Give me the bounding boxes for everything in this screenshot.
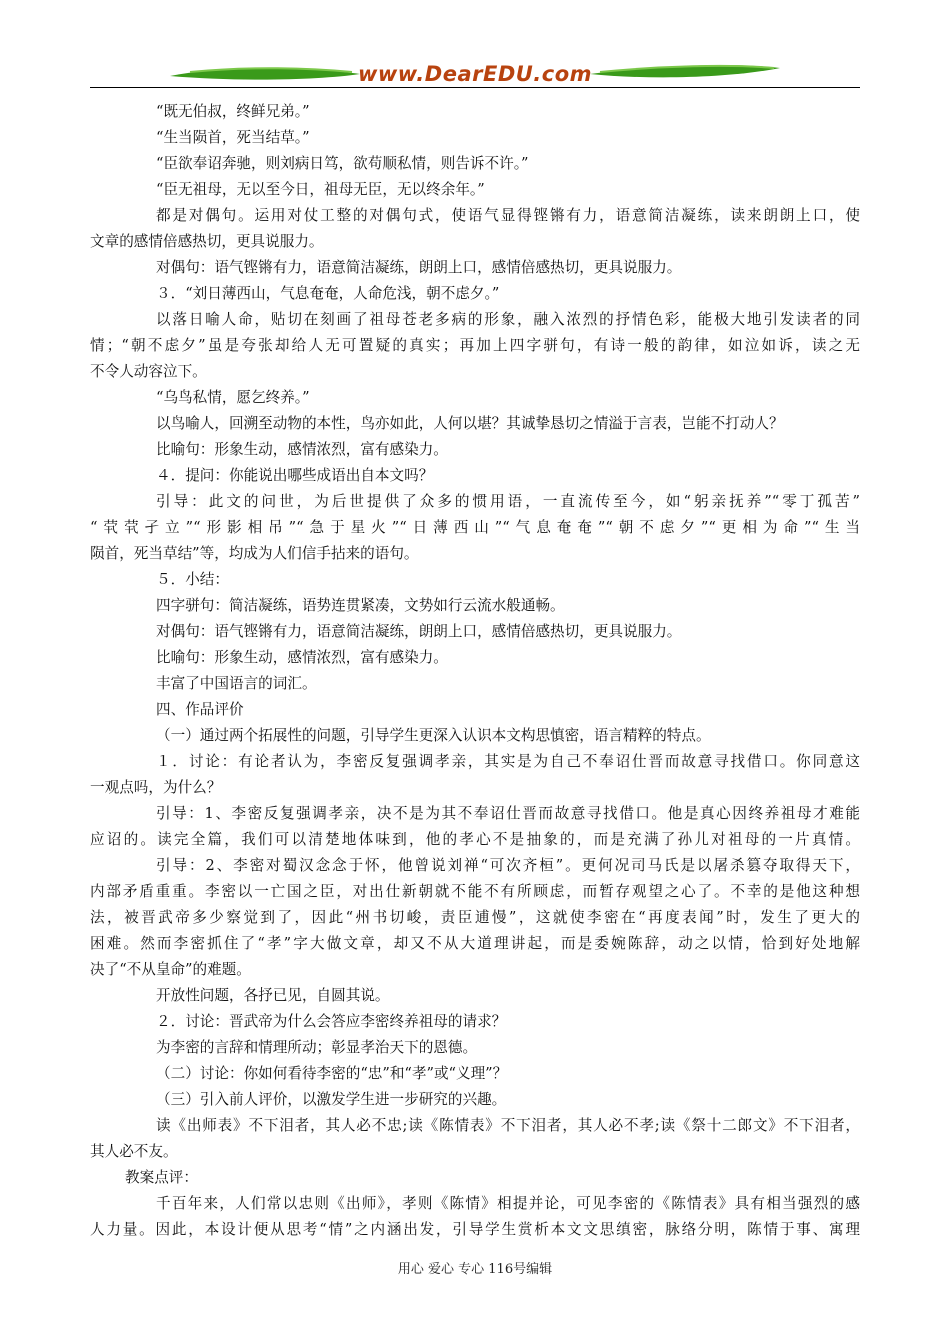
text-line: “臣无祖母，无以至今日，祖母无臣，无以终余年。” [156,181,485,198]
text-line: 引导：此文的问世，为后世提供了众多的惯用语，一直流传至今，如“躬亲抚养”“零丁孤苦” [156,493,860,510]
text-line: 丰富了中国语言的词汇。 [156,675,317,692]
text-line: 情；“朝不虑夕”虽是夸张却给人无可置疑的真实；再加上四字骈句，有诗一般的韵律，如泣如诉，读之无 [90,337,860,354]
text-line: 人力量。因此，本设计便从思考“情”之内涵出发，引导学生赏析本文文思缜密，脉络分明，陈情于事、寓理 [90,1221,860,1238]
text-line: 都是对偶句。运用对仗工整的对偶句式，使语气显得铿锵有力，语意简洁凝练，读来朗朗上口，使 [156,207,860,224]
text-line: 为李密的言辞和情理所动；彰显孝治天下的恩德。 [156,1039,478,1056]
text-line: （一）通过两个拓展性的问题，引导学生更深入认识本文构思慎密，语言精粹的特点。 [156,727,711,744]
text-line: １．讨论：有论者认为，李密反复强调孝亲，其实是为自己不奉诏仕晋而故意寻找借口。你同意这 [156,753,860,770]
text-line: 困难。然而李密抓住了“孝”字大做文章，却又不从大道理讲起，而是委婉陈辞，动之以情，恰到好处地解 [90,935,860,952]
text-line: 读《出师表》不下泪者，其人必不忠;读《陈情表》不下泪者，其人必不孝;读《祭十二郎文》不下泪者， [156,1117,860,1134]
text-line: 千百年来，人们常以忠则《出师》，孝则《陈情》相提并论，可见李密的《陈情表》具有相当强烈的感 [156,1195,860,1212]
page-footer: 用心 爱心 专心 116号编辑 [397,1262,553,1277]
text-line: 开放性问题，各抒已见，自圆其说。 [156,987,390,1004]
text-line: ４．提问：你能说出哪些成语出自本文吗？ [156,467,434,484]
section-heading: 教案点评： [125,1169,198,1186]
text-line: 法，被晋武帝多少察觉到了，因此“州书切峻，责臣逋慢”，这就使李密在“再度表闻”时，发生了更大的 [90,909,860,926]
text-line: 内部矛盾重重。李密以一亡国之臣，对出仕新朝就不能不有所顾虑，而暂存观望之心了。不幸的是他这种想 [90,883,860,900]
text-line: 比喻句：形象生动，感情浓烈，富有感染力。 [156,649,448,666]
site-logo-text: www.DearEDU.com [357,62,593,86]
text-line: 不令人动容泣下。 [90,363,207,380]
section-heading: 四、作品评价 [156,701,244,718]
text-line: 应诏的。读完全篇，我们可以清楚地体味到，他的孝心不是抽象的，而是充满了孙儿对祖母的一片真情。 [90,831,860,848]
site-header [90,58,860,90]
text-line: “臣欲奉诏奔驰，则刘病日笃，欲苟顺私情，则告诉不许。” [156,155,529,172]
text-line: 对偶句：语气铿锵有力，语意简洁凝练，朗朗上口，感情倍感热切，更具说服力。 [156,259,682,276]
text-line: 陨首，死当草结”等，均成为人们信手拈来的语句。 [90,545,419,562]
header-divider [90,87,860,88]
text-line: “生当陨首，死当结草。” [156,129,310,146]
text-line: ３．“刘日薄西山，气息奄奄，人命危浅，朝不虑夕。” [156,285,500,302]
text-line: 比喻句：形象生动，感情浓烈，富有感染力。 [156,441,448,458]
text-line: （二）讨论：你如何看待李密的“忠”和“孝”或“义理”？ [156,1065,508,1082]
text-line: 以落日喻人命，贴切在刻画了祖母苍老多病的形象，融入浓烈的抒情色彩，能极大地引发读者的同 [156,311,860,328]
text-line: “既无伯叔，终鲜兄弟。” [156,103,310,120]
text-line: 文章的感情倍感热切，更具说服力。 [90,233,324,250]
text-line: 以鸟喻人，回溯至动物的本性，鸟亦如此，人何以堪？其诚挚恳切之情溢于言表，岂能不打动人？ [156,415,784,432]
text-line: 四字骈句：简洁凝练，语势连贯紧凑，文势如行云流水般通畅。 [156,597,565,614]
text-line: 一观点吗，为什么？ [90,779,222,796]
text-line: 决了“不从皇命”的难题。 [90,961,251,978]
text-line: ５．小结： [156,571,229,588]
text-line: “茕茕孑立”“形影相吊”“急于星火”“日薄西山”“气息奄奄”“朝不虑夕”“更相为命”“生当 [90,519,860,536]
text-line: “乌鸟私情，愿乞终养。” [156,389,310,406]
text-line: ２．讨论：晋武帝为什么会答应李密终养祖母的请求？ [156,1013,507,1030]
text-line: 对偶句：语气铿锵有力，语意简洁凝练，朗朗上口，感情倍感热切，更具说服力。 [156,623,682,640]
text-line: （三）引入前人评价，以激发学生进一步研究的兴趣。 [156,1091,507,1108]
text-line: 其人必不友。 [90,1143,178,1160]
text-line: 引导：2、李密对蜀汉念念于怀，他曾说刘禅“可次齐桓”。更何况司马氏是以屠杀篡夺取得天下， [156,857,860,874]
document-body [90,99,860,1243]
text-line: 引导：1、李密反复强调孝亲，决不是为其不奉诏仕晋而故意寻找借口。他是真心因终养祖母才难能 [156,805,860,822]
